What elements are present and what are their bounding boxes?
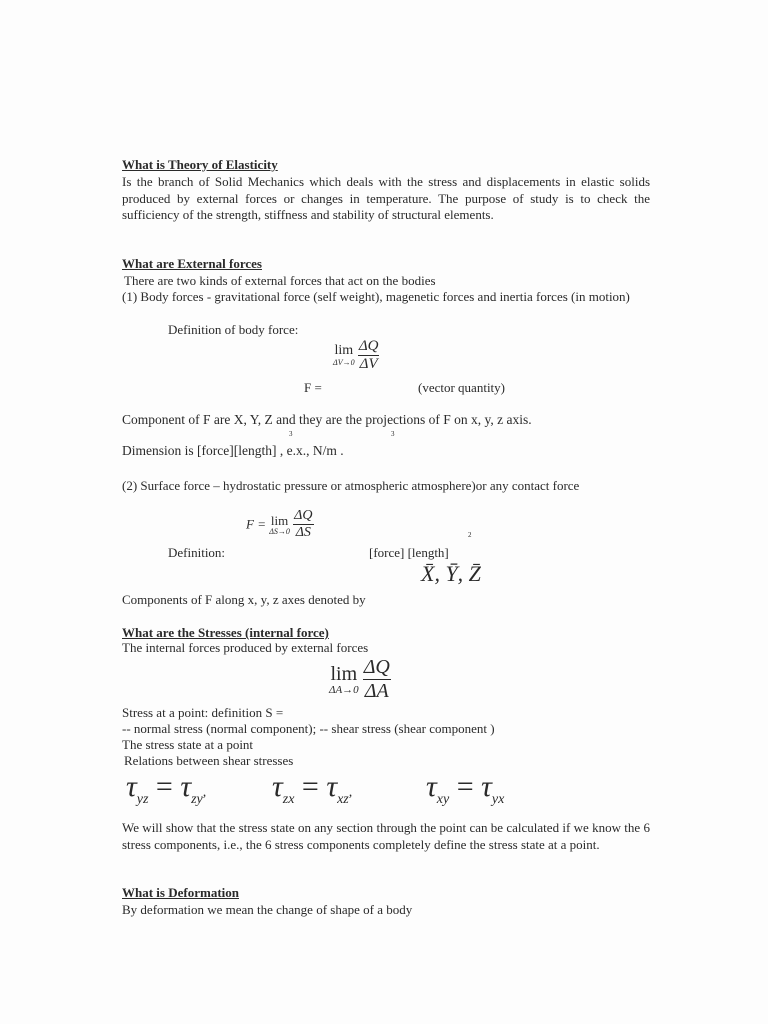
heading-theory-of-elasticity: What is Theory of Elasticity: [122, 157, 278, 172]
stress-state-text: The stress state at a point: [122, 737, 254, 752]
tau-symbol: τ: [126, 770, 137, 803]
equals-sign: =: [301, 770, 319, 803]
numerator-3: ΔQ: [363, 656, 390, 678]
sup-2: 2: [468, 531, 472, 539]
heading-deformation: What is Deformation: [122, 885, 239, 900]
tau-symbol: τ: [272, 770, 283, 803]
subscript: xz: [337, 792, 349, 807]
equals-sign: =: [456, 770, 474, 803]
denominator-2: ΔS: [295, 525, 311, 540]
tau-symbol: τ: [326, 770, 338, 803]
stress-at-point-definition: Stress at a point: definition S =: [122, 705, 284, 720]
sup-3-b: 3: [391, 430, 395, 438]
heading-external-forces: What are External forces: [122, 256, 262, 271]
shear-equation-2: [272, 770, 352, 817]
subscript: xy: [436, 792, 450, 807]
tau-symbol: τ: [481, 770, 492, 803]
component-text: Component of F are X, Y, Z and they are the projections of F on x, y, z axis.: [122, 412, 532, 427]
numerator: ΔQ: [358, 338, 379, 354]
elasticity-paragraph: Is the branch of Solid Mechanics which deals with the stress and displacements in elastic solids produced by external forces or changes in temperature. The purpose of study is to check the sufficiency of the strength, stiffness and stability of structural elements.: [122, 174, 650, 222]
definition-label: Definition:: [168, 545, 226, 560]
stress-limit-formula: [329, 656, 391, 703]
sup-3-a: 3: [289, 430, 293, 438]
subscript: zx: [282, 792, 295, 807]
separator: ,: [348, 785, 353, 800]
lim-label: lim: [334, 343, 354, 358]
lim-subscript-3: ΔA→0: [329, 683, 359, 696]
stress-components-paragraph: We will show that the stress state on any section through the point can be calculated if we know the 6 stress components, i.e., the 6 stress components completely define the stress state at a point.: [122, 820, 650, 852]
f-equals: F =: [304, 380, 322, 395]
lim-subscript: ΔV→0: [333, 358, 355, 367]
shear-equation-1: [126, 770, 206, 817]
xyz-bar-components: X̄, Ȳ, Z̄: [421, 561, 481, 586]
tau-symbol: τ: [426, 770, 437, 803]
shear-equation-3: [426, 770, 504, 817]
lim-label-2: lim: [270, 512, 289, 528]
dimension-text: Dimension is [force][length] , e.x., N/m .: [122, 443, 344, 458]
numerator-2: ΔQ: [294, 508, 313, 523]
surface-force-formula: [246, 508, 314, 541]
normal-shear-stress-text: -- normal stress (normal component); -- shear stress (shear component ): [122, 721, 495, 736]
body-forces-text: (1) Body forces - gravitational force (self weight), magenetic forces and inertia forces (in motion): [122, 289, 630, 304]
subscript: yx: [491, 792, 505, 807]
dq-over-da: [363, 656, 391, 703]
lim-subscript-2: ΔS→0: [269, 526, 290, 536]
relations-text: Relations between shear stresses: [124, 753, 294, 768]
denominator-3: ΔA: [364, 680, 389, 702]
subscript: yz: [136, 792, 149, 807]
tau-symbol: τ: [180, 770, 192, 803]
dq-over-dv: [358, 338, 380, 373]
separator: ,: [202, 785, 207, 800]
deformation-text: By deformation we mean the change of shape of a body: [122, 902, 413, 917]
heading-stresses: What are the Stresses (internal force): [122, 625, 329, 640]
surface-force-text: (2) Surface force – hydrostatic pressure or atmospheric atmosphere)or any contact force: [122, 478, 580, 493]
force-length-unit: [force] [length]: [369, 545, 449, 560]
vector-quantity-note: (vector quantity): [418, 380, 505, 395]
denominator: ΔV: [359, 356, 378, 372]
stresses-intro: The internal forces produced by external forces: [122, 640, 369, 655]
body-force-limit-formula: [333, 338, 379, 373]
f-equals-2: F =: [246, 516, 266, 532]
subscript: zy: [191, 792, 203, 807]
lim-label-3: lim: [330, 662, 358, 685]
external-forces-intro: There are two kinds of external forces that act on the bodies: [124, 273, 436, 288]
body-force-definition-label: Definition of body force:: [168, 322, 299, 337]
dq-over-ds: [293, 508, 313, 541]
components-denoted-text: Components of F along x, y, z axes denoted by: [122, 592, 366, 607]
equals-sign: =: [155, 770, 173, 803]
